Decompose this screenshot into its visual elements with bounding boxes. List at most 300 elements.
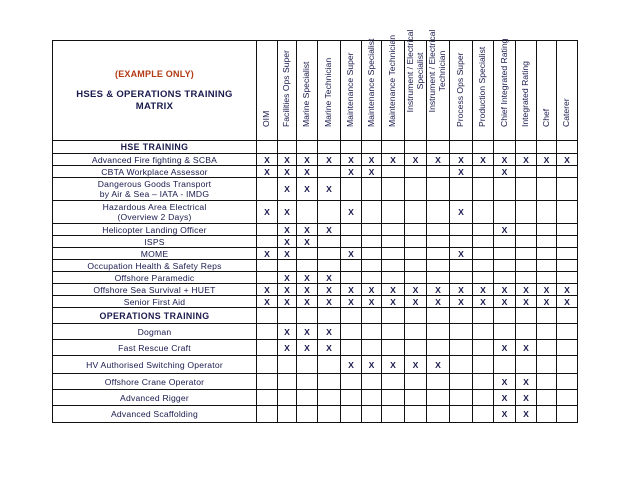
course-name-line: HV Authorised Switching Operator: [86, 359, 223, 370]
required-mark: X: [257, 154, 278, 166]
required-mark: X: [278, 154, 297, 166]
empty-cell: [450, 340, 473, 356]
table-row: [53, 374, 578, 390]
required-mark: X: [494, 390, 516, 406]
empty-cell: [405, 340, 427, 356]
required-mark: X: [297, 296, 318, 308]
empty-cell: [450, 308, 473, 324]
empty-cell: [473, 141, 494, 154]
empty-cell: [278, 308, 297, 324]
role-header-13: [516, 41, 537, 141]
required-mark: X: [257, 296, 278, 308]
course-name-line: by Air & Sea – IATA - IMDG: [99, 189, 210, 199]
empty-cell: [557, 236, 578, 248]
required-mark: X: [341, 154, 362, 166]
empty-cell: [427, 260, 450, 272]
empty-cell: [537, 374, 557, 390]
empty-cell: [473, 178, 494, 201]
empty-cell: [427, 324, 450, 340]
table-row: [53, 296, 578, 308]
role-label-line: Maintenance Specialist: [365, 38, 376, 127]
course-name: [53, 236, 257, 248]
table-row: [53, 224, 578, 236]
role-header-11: [473, 41, 494, 141]
course-name-line: Advanced Scaffolding: [111, 409, 198, 419]
required-mark: X: [427, 356, 450, 374]
empty-cell: [537, 141, 557, 154]
required-mark: X: [494, 284, 516, 296]
empty-cell: [318, 141, 341, 154]
empty-cell: [450, 272, 473, 284]
role-label-line: Production Specialist: [477, 46, 487, 127]
empty-cell: [341, 374, 362, 390]
empty-cell: [318, 248, 341, 260]
required-mark: X: [494, 374, 516, 390]
required-mark: X: [318, 178, 341, 201]
required-mark: X: [341, 296, 362, 308]
required-mark: X: [450, 296, 473, 308]
empty-cell: [341, 390, 362, 406]
required-mark: X: [382, 296, 405, 308]
role-label: [346, 52, 356, 127]
course-name-line: Offshore Sea Survival + HUET: [93, 284, 216, 295]
empty-cell: [537, 224, 557, 236]
role-header-15: [557, 41, 578, 141]
empty-cell: [427, 374, 450, 390]
empty-cell: [382, 141, 405, 154]
empty-cell: [278, 260, 297, 272]
required-mark: X: [297, 284, 318, 296]
role-label-line: Maintenance Super: [345, 51, 355, 127]
empty-cell: [427, 141, 450, 154]
empty-cell: [382, 324, 405, 340]
empty-cell: [405, 260, 427, 272]
table-row: [53, 390, 578, 406]
empty-cell: [557, 224, 578, 236]
training-matrix-table: [52, 29, 578, 423]
empty-cell: [494, 356, 516, 374]
course-name: [53, 248, 257, 260]
empty-cell: [473, 236, 494, 248]
empty-cell: [516, 260, 537, 272]
empty-cell: [473, 260, 494, 272]
required-mark: X: [537, 296, 557, 308]
required-mark: X: [494, 166, 516, 178]
empty-cell: [257, 260, 278, 272]
role-label-line: Instrument / Electrical: [404, 29, 415, 113]
empty-cell: [257, 308, 278, 324]
section-row: [53, 308, 578, 324]
empty-cell: [427, 178, 450, 201]
empty-cell: [382, 340, 405, 356]
role-label: [562, 98, 572, 127]
empty-cell: [450, 236, 473, 248]
empty-cell: [427, 406, 450, 423]
role-header-4: [318, 41, 341, 141]
course-name: [53, 154, 257, 166]
required-mark: X: [297, 178, 318, 201]
empty-cell: [537, 166, 557, 178]
empty-cell: [278, 406, 297, 423]
empty-cell: [405, 141, 427, 154]
empty-cell: [516, 141, 537, 154]
course-name-line: ISPS: [144, 236, 165, 247]
role-label: [456, 52, 466, 127]
required-mark: X: [405, 356, 427, 374]
empty-cell: [557, 260, 578, 272]
role-label-line: Process Ops Super: [455, 51, 465, 127]
role-label-line: Technician: [436, 50, 447, 92]
empty-cell: [297, 374, 318, 390]
empty-cell: [405, 406, 427, 423]
empty-cell: [297, 201, 318, 224]
empty-cell: [362, 406, 382, 423]
empty-cell: [405, 374, 427, 390]
empty-cell: [537, 236, 557, 248]
empty-cell: [362, 324, 382, 340]
empty-cell: [537, 201, 557, 224]
empty-cell: [537, 406, 557, 423]
role-label: [324, 57, 334, 126]
empty-cell: [362, 224, 382, 236]
course-name-line: OPERATIONS TRAINING: [99, 310, 210, 321]
empty-cell: [537, 324, 557, 340]
empty-cell: [537, 356, 557, 374]
empty-cell: [494, 308, 516, 324]
empty-cell: [257, 406, 278, 423]
empty-cell: [516, 356, 537, 374]
required-mark: X: [278, 248, 297, 260]
empty-cell: [405, 166, 427, 178]
required-mark: X: [450, 154, 473, 166]
empty-cell: [318, 390, 341, 406]
empty-cell: [257, 374, 278, 390]
empty-cell: [257, 178, 278, 201]
empty-cell: [473, 406, 494, 423]
role-header-7: [382, 34, 405, 141]
required-mark: X: [278, 272, 297, 284]
role-header-14: [537, 41, 557, 141]
required-mark: X: [557, 284, 578, 296]
empty-cell: [450, 390, 473, 406]
empty-cell: [494, 236, 516, 248]
empty-cell: [341, 236, 362, 248]
empty-cell: [473, 374, 494, 390]
empty-cell: [473, 324, 494, 340]
empty-cell: [427, 340, 450, 356]
table-row: [53, 154, 578, 166]
empty-cell: [341, 406, 362, 423]
role-label-line: Instrument / Electrical: [427, 29, 437, 113]
empty-cell: [450, 178, 473, 201]
empty-cell: [362, 236, 382, 248]
empty-cell: [405, 224, 427, 236]
empty-cell: [318, 308, 341, 324]
empty-cell: [297, 390, 318, 406]
empty-cell: [405, 178, 427, 201]
empty-cell: [494, 178, 516, 201]
empty-cell: [473, 356, 494, 374]
required-mark: X: [297, 154, 318, 166]
course-name: [53, 178, 257, 201]
empty-cell: [382, 308, 405, 324]
empty-cell: [516, 272, 537, 284]
empty-cell: [450, 141, 473, 154]
course-name: [53, 166, 257, 178]
empty-cell: [473, 201, 494, 224]
empty-cell: [318, 236, 341, 248]
empty-cell: [427, 166, 450, 178]
course-name-line: Offshore Crane Operator: [104, 376, 205, 387]
course-name: [53, 374, 257, 390]
empty-cell: [382, 374, 405, 390]
role-label: [262, 110, 272, 126]
required-mark: X: [557, 154, 578, 166]
empty-cell: [405, 390, 427, 406]
required-mark: X: [278, 236, 297, 248]
role-header-10: [450, 41, 473, 141]
empty-cell: [557, 374, 578, 390]
empty-cell: [405, 236, 427, 248]
required-mark: X: [516, 406, 537, 423]
empty-cell: [318, 356, 341, 374]
required-mark: X: [516, 154, 537, 166]
role-header-12: [494, 38, 516, 141]
empty-cell: [257, 390, 278, 406]
empty-cell: [537, 260, 557, 272]
required-mark: X: [362, 356, 382, 374]
role-label-line: Marine Specialist: [301, 61, 311, 127]
course-name-line: Advanced Rigger: [120, 392, 189, 403]
role-label: [282, 50, 292, 127]
empty-cell: [427, 201, 450, 224]
course-name-line: Advanced Fire fighting & SCBA: [91, 154, 218, 165]
required-mark: X: [362, 284, 382, 296]
course-name: [53, 272, 257, 284]
course-name: [53, 260, 257, 272]
role-label-line: Chef: [540, 108, 551, 127]
required-mark: X: [382, 356, 405, 374]
required-mark: X: [278, 324, 297, 340]
empty-cell: [537, 272, 557, 284]
empty-cell: [362, 272, 382, 284]
required-mark: X: [278, 224, 297, 236]
empty-cell: [450, 406, 473, 423]
section-heading: [53, 141, 257, 154]
required-mark: X: [278, 284, 297, 296]
course-name-line: (Overview 2 Days): [117, 212, 192, 222]
course-name-line: Helicopter Landing Officer: [102, 224, 207, 235]
empty-cell: [427, 248, 450, 260]
empty-cell: [341, 178, 362, 201]
empty-cell: [516, 248, 537, 260]
required-mark: X: [450, 248, 473, 260]
empty-cell: [557, 248, 578, 260]
empty-cell: [450, 260, 473, 272]
course-name-line: Dogman: [137, 326, 172, 337]
required-mark: X: [297, 324, 318, 340]
empty-cell: [557, 166, 578, 178]
role-header-3: [297, 41, 318, 141]
matrix-title-line-2: MATRIX: [135, 100, 174, 112]
table-row: [53, 178, 578, 201]
required-mark: X: [318, 154, 341, 166]
required-mark: X: [297, 236, 318, 248]
table-row: [53, 356, 578, 374]
empty-cell: [362, 374, 382, 390]
empty-cell: [473, 166, 494, 178]
table-row: [53, 324, 578, 340]
role-label: [302, 61, 312, 126]
course-name-line: Fast Rescue Craft: [118, 342, 191, 353]
required-mark: X: [341, 284, 362, 296]
empty-cell: [557, 141, 578, 154]
empty-cell: [557, 356, 578, 374]
empty-cell: [362, 201, 382, 224]
empty-cell: [362, 390, 382, 406]
required-mark: X: [341, 201, 362, 224]
required-mark: X: [516, 390, 537, 406]
empty-cell: [427, 308, 450, 324]
empty-cell: [278, 390, 297, 406]
empty-cell: [494, 248, 516, 260]
course-name: [53, 284, 257, 296]
empty-cell: [427, 390, 450, 406]
empty-cell: [450, 356, 473, 374]
table-row: [53, 201, 578, 224]
required-mark: X: [427, 296, 450, 308]
required-mark: X: [257, 166, 278, 178]
required-mark: X: [278, 201, 297, 224]
role-label-line: Marine Technician: [323, 57, 333, 127]
empty-cell: [557, 308, 578, 324]
required-mark: X: [257, 284, 278, 296]
empty-cell: [341, 272, 362, 284]
required-mark: X: [257, 201, 278, 224]
required-mark: X: [341, 356, 362, 374]
empty-cell: [382, 248, 405, 260]
empty-cell: [382, 166, 405, 178]
required-mark: X: [382, 154, 405, 166]
empty-cell: [450, 224, 473, 236]
empty-cell: [362, 178, 382, 201]
required-mark: X: [297, 166, 318, 178]
empty-cell: [557, 201, 578, 224]
required-mark: X: [318, 296, 341, 308]
example-only-label: (EXAMPLE ONLY): [115, 68, 194, 79]
empty-cell: [516, 166, 537, 178]
empty-cell: [341, 260, 362, 272]
course-name: [53, 296, 257, 308]
empty-cell: [516, 324, 537, 340]
required-mark: X: [341, 248, 362, 260]
empty-cell: [494, 272, 516, 284]
empty-cell: [537, 248, 557, 260]
course-name-line: Hazardous Area Electrical: [102, 202, 207, 212]
role-label-line: OIM: [261, 110, 271, 127]
required-mark: X: [405, 154, 427, 166]
empty-cell: [297, 260, 318, 272]
course-name-line: Occupation Health & Safety Reps: [87, 260, 222, 271]
empty-cell: [557, 324, 578, 340]
empty-cell: [297, 308, 318, 324]
required-mark: X: [341, 166, 362, 178]
role-label-line: Chief Integrated Rating: [498, 38, 509, 127]
role-label: [367, 38, 377, 126]
empty-cell: [516, 201, 537, 224]
empty-cell: [297, 248, 318, 260]
empty-cell: [427, 236, 450, 248]
course-name: [53, 324, 257, 340]
required-mark: X: [473, 154, 494, 166]
required-mark: X: [450, 166, 473, 178]
section-row: [53, 141, 578, 154]
empty-cell: [382, 390, 405, 406]
required-mark: X: [318, 272, 341, 284]
required-mark: X: [473, 296, 494, 308]
table-row: [53, 166, 578, 178]
empty-cell: [362, 141, 382, 154]
required-mark: X: [382, 284, 405, 296]
empty-cell: [382, 178, 405, 201]
role-label-line: Specialist: [414, 52, 424, 90]
empty-cell: [405, 324, 427, 340]
empty-cell: [537, 308, 557, 324]
role-label: [428, 25, 447, 117]
required-mark: X: [405, 296, 427, 308]
table-row: [53, 284, 578, 296]
required-mark: X: [537, 284, 557, 296]
empty-cell: [318, 374, 341, 390]
empty-cell: [382, 272, 405, 284]
table-row: [53, 406, 578, 423]
required-mark: X: [297, 272, 318, 284]
role-header-6: [362, 38, 382, 141]
table-row: [53, 236, 578, 248]
empty-cell: [473, 248, 494, 260]
table-row: [53, 340, 578, 356]
role-label-line: Maintenance Technician: [387, 34, 397, 127]
course-name: [53, 406, 257, 423]
required-mark: X: [516, 340, 537, 356]
required-mark: X: [278, 178, 297, 201]
empty-cell: [257, 324, 278, 340]
empty-cell: [362, 340, 382, 356]
empty-cell: [362, 248, 382, 260]
course-name-line: Senior First Aid: [123, 296, 186, 307]
role-label: [388, 34, 398, 126]
empty-cell: [405, 201, 427, 224]
role-label: [500, 38, 510, 126]
empty-cell: [297, 141, 318, 154]
required-mark: X: [278, 296, 297, 308]
required-mark: X: [278, 340, 297, 356]
empty-cell: [362, 260, 382, 272]
empty-cell: [557, 340, 578, 356]
empty-cell: [341, 324, 362, 340]
course-name: [53, 224, 257, 236]
required-mark: X: [494, 224, 516, 236]
required-mark: X: [318, 224, 341, 236]
empty-cell: [278, 356, 297, 374]
role-label: [406, 25, 425, 117]
empty-cell: [494, 141, 516, 154]
empty-cell: [341, 224, 362, 236]
empty-cell: [473, 390, 494, 406]
required-mark: X: [278, 166, 297, 178]
empty-cell: [450, 374, 473, 390]
required-mark: X: [473, 284, 494, 296]
